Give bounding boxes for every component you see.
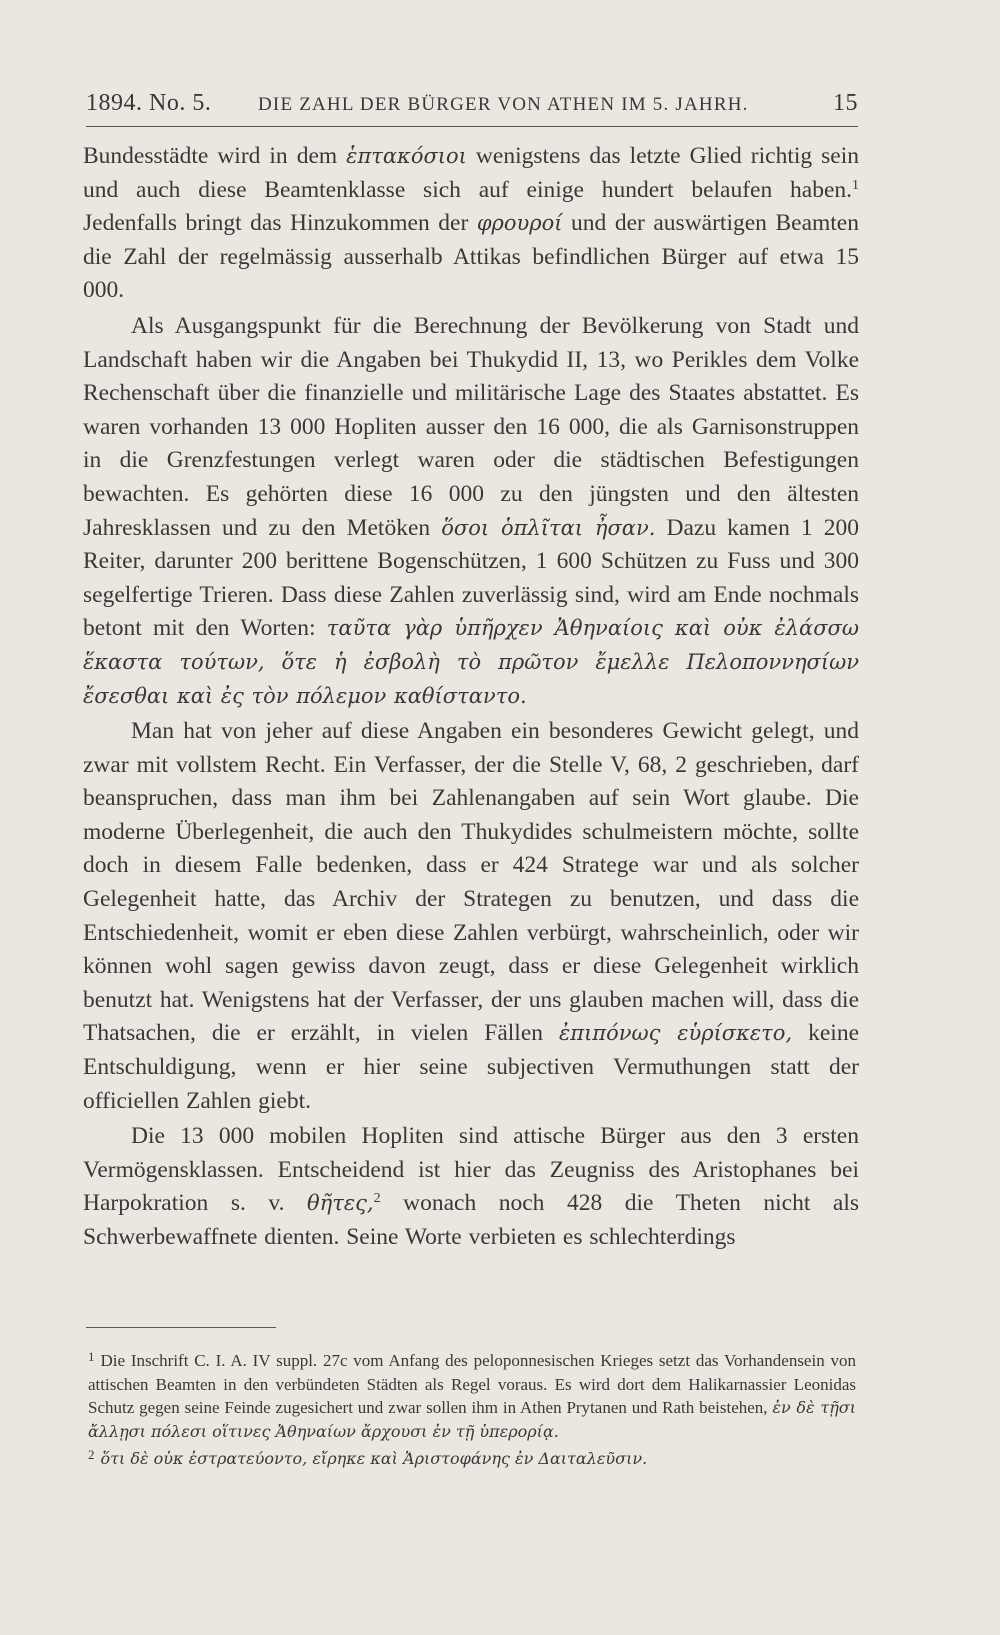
footnote-number: 2	[88, 1447, 95, 1463]
footnote-1	[88, 1345, 856, 1443]
greek-quote: ἑπτακόσιοι	[346, 144, 467, 168]
footnotes	[88, 1345, 856, 1471]
text-run: Dazu kamen 1 200 Reiter, darunter 200 berittene Bogenschützen, 1 600 Schützen zu Fuss und 300 segelfertige Trieren. Dass diese Zahlen zuverlässig sind, wird am Ende nochmals betont mit den Worten:	[83, 514, 859, 642]
greek-quote: ὅσοι ὁπλῖται ἦσαν.	[441, 515, 656, 540]
text-run: keine Entschuldigung, wenn er hier seine subjectiven Vermuthungen statt der officiellen Zahlen giebt.	[83, 1020, 860, 1114]
footnote-2	[88, 1443, 856, 1471]
main-text	[83, 140, 859, 1255]
greek-quote: ἐπιπόνως εὑρίσκετο,	[559, 1021, 793, 1046]
footnote-rule	[86, 1327, 276, 1328]
header-year-issue: 1894. No. 5.	[86, 90, 212, 116]
text-run: Bundesstädte wird in dem	[83, 143, 347, 169]
footnote-number: 1	[88, 1349, 95, 1364]
paragraph-1	[83, 140, 859, 308]
text-run: wonach noch 428 die Theten nicht als Schwerbewaffnete dienten. Seine Worte verbieten es schlechterdings	[83, 1190, 859, 1250]
header-rule	[86, 126, 858, 127]
footnote-marker: 2	[373, 1191, 381, 1207]
text-run: und der auswärtigen Beamten die Zahl der regelmässig ausserhalb Attikas befindlichen Bürger auf etwa 15 000.	[83, 210, 859, 304]
greek-quote: ἐν δὲ τῇσι ἄλλῃσι πόλεσι οἵτινες Ἀθηναίων ἄρχουσι ἐν τῇ ὑπερορίᾳ.	[88, 1398, 856, 1441]
greek-quote: φρουροί	[476, 211, 563, 236]
text-run: Man hat von jeher auf diese Angaben ein besonderes Gewicht gelegt, und zwar mit vollstem Recht. Ein Verfasser, der die Stelle V, 68, 2 geschrieben, darf beanspruchen, dass man ihm bei Zahlenangaben auf sein Wort glaube. Die moderne Überlegenheit, die auch den Thukydides schulmeistern möchte, sollte doch in diesem Falle bedenken, dass er 424 Stratege war und als solcher Gelegenheit hatte, das Archiv der Strategen zu benutzen, und dass die Entschiedenheit, womit er eben diese Zahlen verbürgt, wahrscheinlich, oder wir können wohl sagen gewiss davon zeugt, dass er diese Gelegenheit wirklich benutzt hat. Wenigstens hat der Verfasser, der uns glauben machen will, dass die Thatsachen, die er erzählt, in vielen Fällen	[83, 718, 859, 1047]
greek-quote: ταῦτα γὰρ ὑπῆρχεν Ἀθηναίοις καὶ οὐκ ἐλάσσω ἕκαστα τούτων, ὅτε ἡ ἐσβολὴ τὸ πρῶτον ἔμελλε Πελοποννησίων ἔσεσθαι καὶ ἐς τὸν πόλεμον καθίσταντο.	[83, 616, 859, 708]
text-run: Die 13 000 mobilen Hopliten sind attische Bürger aus den 3 ersten Vermögensklassen. Entscheidend ist hier das Zeugniss des Aristophanes bei Harpokration s. v.	[83, 1123, 859, 1217]
text-run: wenigstens das letzte Glied richtig sein und auch diese Beamtenklasse sich auf einige hundert belaufen haben.	[83, 143, 859, 203]
greek-quote: θῆτες,	[307, 1191, 374, 1216]
paragraph-4	[83, 1120, 859, 1254]
text-run: Die Inschrift C. I. A. IV suppl. 27c vom Anfang des peloponnesischen Krieges setzt das Vorhandensein von attischen Beamten in den verbündeten Städten als Regel voraus. Es wird dort dem Halikarnassier Leonidas Schutz gegen seine Feinde zugesichert und zwar sollen ihm in Athen Prytanen und Rath beistehen,	[88, 1351, 856, 1418]
footnote-marker: 1	[852, 177, 859, 193]
paragraph-3	[83, 715, 859, 1118]
header-title: DIE ZAHL DER BÜRGER VON ATHEN IM 5. JAHRH.	[258, 94, 749, 115]
paragraph-2	[83, 310, 859, 713]
greek-quote: ὅτι δὲ οὐκ ἐστρατεύοντο, εἴρηκε καὶ Ἀριστοφάνης ἐν Δαιταλεῦσιν.	[100, 1449, 648, 1469]
page-number: 15	[833, 90, 858, 116]
text-run: Als Ausgangspunkt für die Berechnung der Bevölkerung von Stadt und Landschaft haben wir die Angaben bei Thukydid II, 13, wo Perikles dem Volke Rechenschaft über die finanzielle und militärische Lage des Staates abstattet. Es waren vorhanden 13 000 Hopliten ausser den 16 000, die als Garnisonstruppen in die Grenzfestungen verlegt waren oder die städtischen Befestigungen bewachten. Es gehörten diese 16 000 zu den jüngsten und den ältesten Jahresklassen und zu den Metöken	[83, 312, 859, 541]
running-header	[86, 88, 858, 120]
text-run: Jedenfalls bringt das Hinzukommen der	[83, 210, 477, 237]
